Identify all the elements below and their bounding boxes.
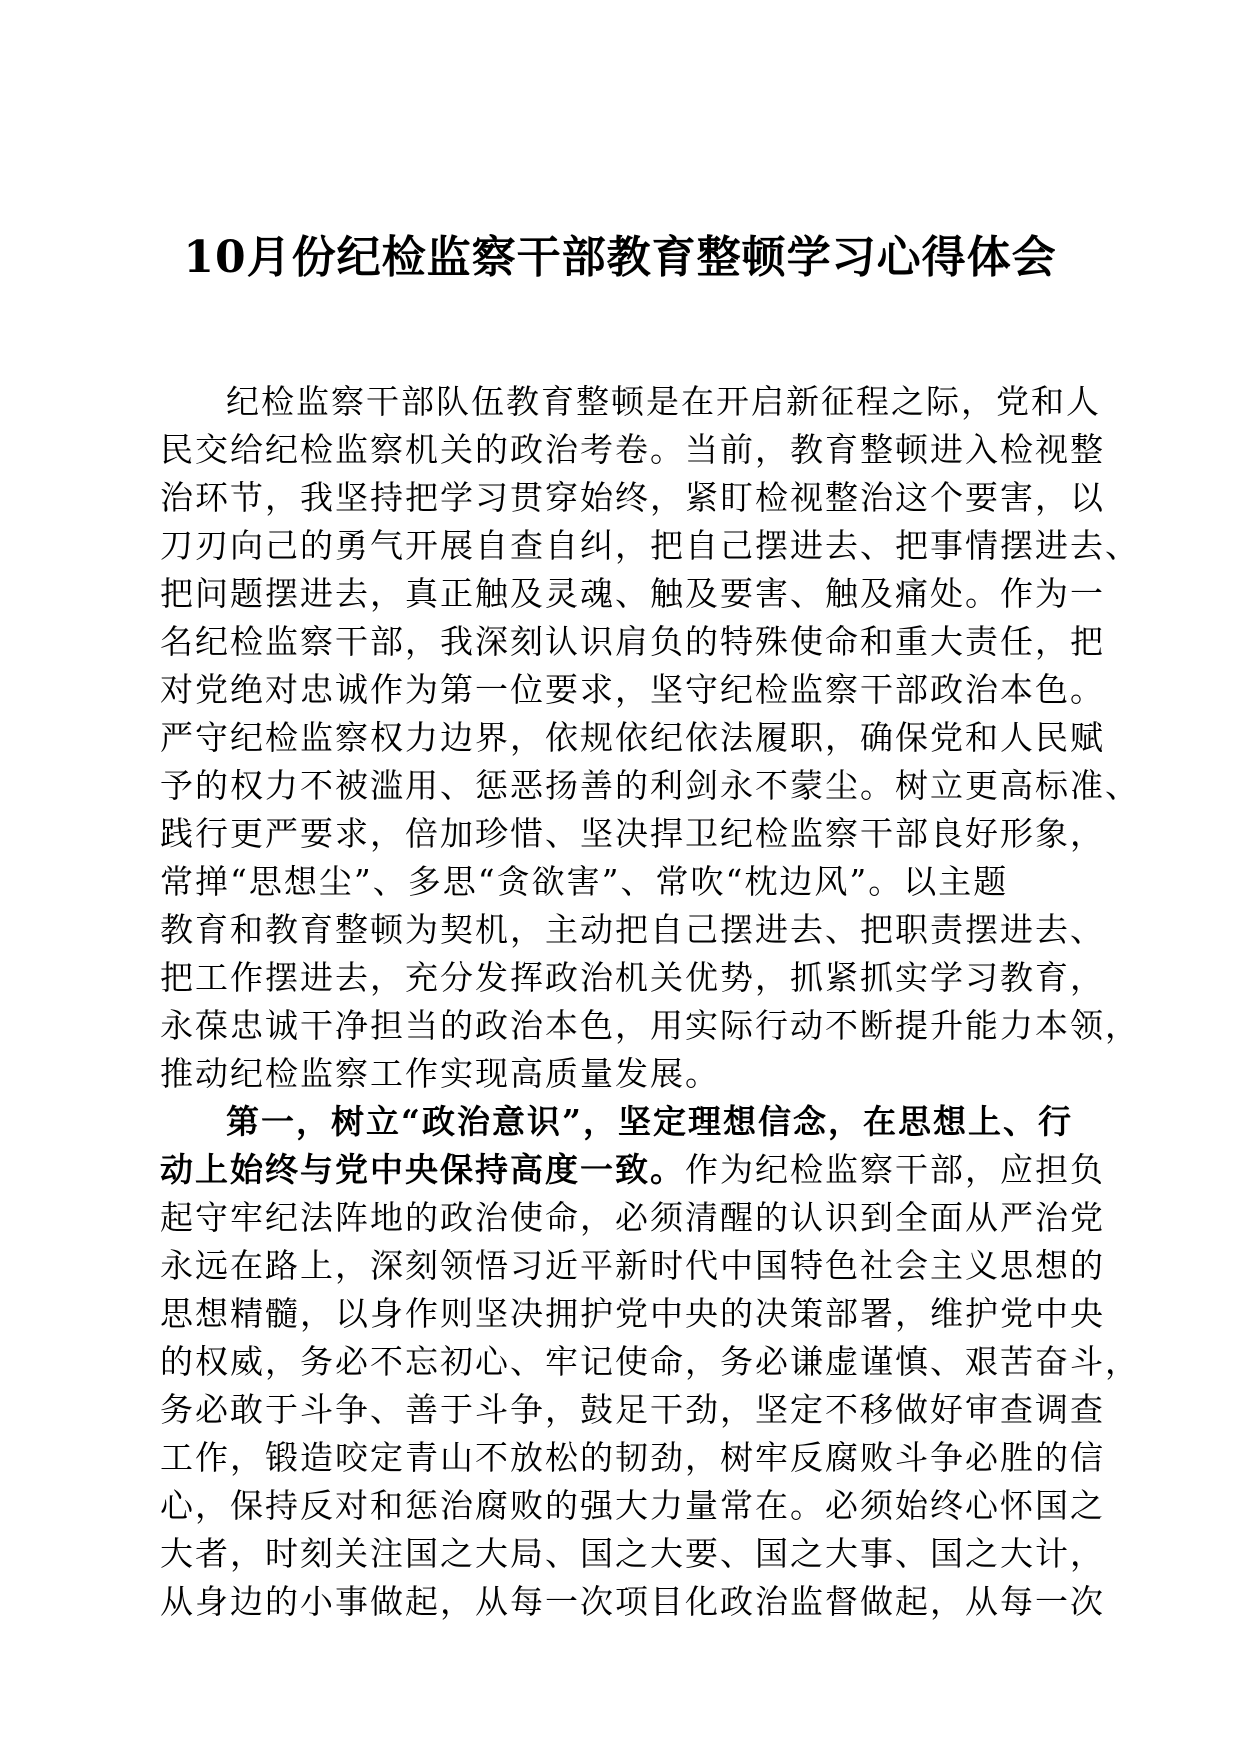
paragraph-line: 把问题摆进去，真正触及灵魂、触及要害、触及痛处。作为一 bbox=[160, 574, 1105, 613]
paragraph-text: 作为纪检监察干部，应担负 bbox=[685, 1150, 1105, 1189]
paragraph-line: 思想精髓，以身作则坚决拥护党中央的决策部署，维护党中央 bbox=[160, 1294, 1105, 1333]
paragraph-line: 永远在路上，深刻领悟习近平新时代中国特色社会主义思想的 bbox=[160, 1246, 1105, 1285]
paragraph-line: 纪检监察干部队伍教育整顿是在开启新征程之际，党和人 bbox=[226, 382, 1101, 421]
paragraph-line: 心，保持反对和惩治腐败的强大力量常在。必须始终心怀国之 bbox=[160, 1486, 1105, 1525]
document-body bbox=[160, 378, 1140, 1626]
section-heading-end: 动上始终与党中央保持高度一致。 bbox=[160, 1150, 685, 1189]
section-heading-line: 第一，树立“政治意识”，坚定理想信念，在思想上、行 bbox=[226, 1102, 1073, 1141]
document-title: 10月份纪检监察干部教育整顿学习心得体会 bbox=[183, 232, 1057, 283]
paragraph-line: 践行更严要求，倍加珍惜、坚决捍卫纪检监察干部良好形象， bbox=[160, 814, 1105, 853]
paragraph-line: 工作，锻造咬定青山不放松的韧劲，树牢反腐败斗争必胜的信 bbox=[160, 1438, 1105, 1477]
paragraph-line bbox=[160, 1146, 1105, 1194]
paragraph-line: 教育和教育整顿为契机，主动把自己摆进去、把职责摆进去、 bbox=[160, 910, 1105, 949]
paragraph-line: 的权威，务必不忘初心、牢记使命，务必谦虚谨慎、艰苦奋斗， bbox=[160, 1342, 1140, 1381]
paragraph-line: 务必敢于斗争、善于斗争，鼓足干劲，坚定不移做好审查调查 bbox=[160, 1390, 1105, 1429]
paragraph-line: 刀刃向己的勇气开展自查自纠，把自己摆进去、把事情摆进去、 bbox=[160, 526, 1140, 565]
paragraph-line: 予的权力不被滥用、惩恶扬善的利剑永不蒙尘。树立更高标准、 bbox=[160, 766, 1140, 805]
paragraph-line: 常掸“思想尘”、多思“贪欲害”、常吹“枕边风”。以主题 bbox=[160, 862, 1009, 901]
paragraph-line: 名纪检监察干部，我深刻认识肩负的特殊使命和重大责任，把 bbox=[160, 622, 1105, 661]
paragraph-line: 起守牢纪法阵地的政治使命，必须清醒的认识到全面从严治党 bbox=[160, 1198, 1105, 1237]
paragraph-line: 永葆忠诚干净担当的政治本色，用实际行动不断提升能力本领， bbox=[160, 1006, 1140, 1045]
paragraph-line: 对党绝对忠诚作为第一位要求，坚守纪检监察干部政治本色。 bbox=[160, 670, 1105, 709]
paragraph-line: 大者，时刻关注国之大局、国之大要、国之大事、国之大计， bbox=[160, 1534, 1105, 1573]
paragraph-line: 严守纪检监察权力边界，依规依纪依法履职，确保党和人民赋 bbox=[160, 718, 1105, 757]
paragraph-line: 治环节，我坚持把学习贯穿始终，紧盯检视整治这个要害，以 bbox=[160, 478, 1105, 517]
paragraph-line: 民交给纪检监察机关的政治考卷。当前，教育整顿进入检视整 bbox=[160, 430, 1105, 469]
paragraph-line: 从身边的小事做起，从每一次项目化政治监督做起，从每一次 bbox=[160, 1582, 1105, 1621]
paragraph-line: 推动纪检监察工作实现高质量发展。 bbox=[160, 1054, 720, 1093]
paragraph-line: 把工作摆进去，充分发挥政治机关优势，抓紧抓实学习教育， bbox=[160, 958, 1105, 997]
